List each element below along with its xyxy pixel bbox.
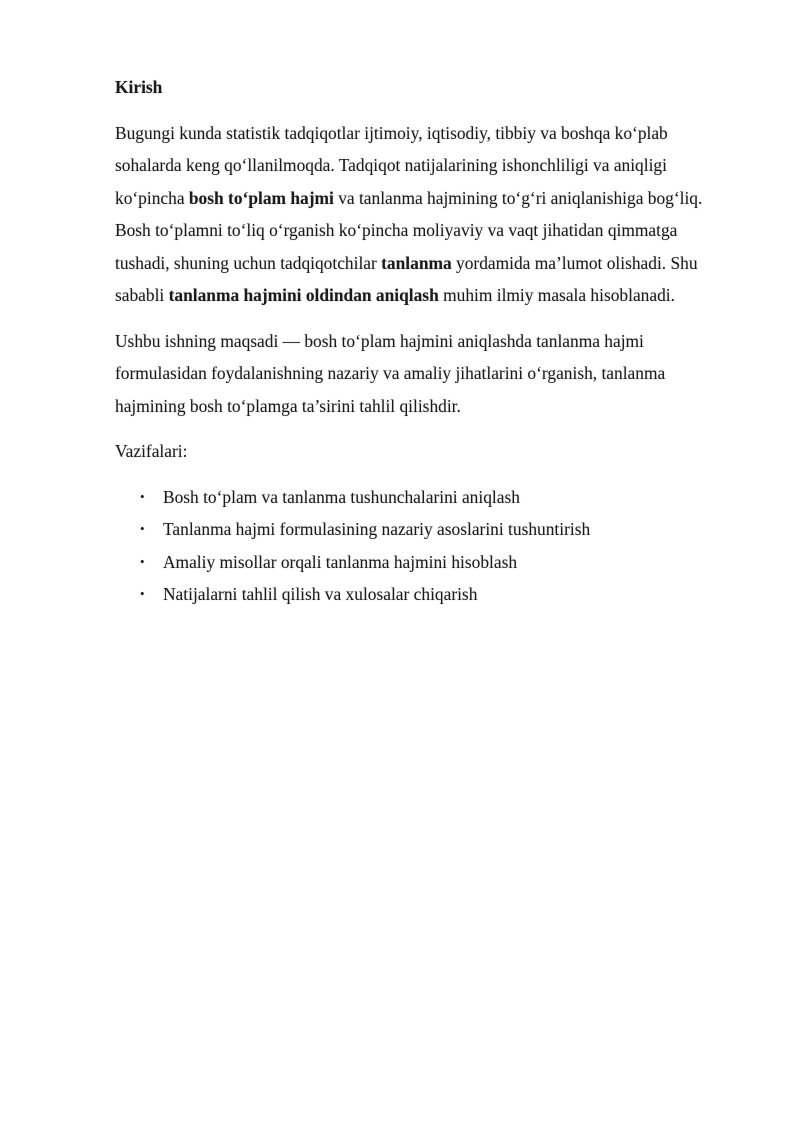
list-item xyxy=(115,546,735,579)
intro-text-2: va tanlanma hajmining to‘g‘ri aniqlanishiga bog‘liq. Bosh to‘plamni to‘liq o‘rganish ko‘pincha moliyaviy va vaqt jihatidan qimmatga tushadi, shuning uchun tadqiqotchilar xyxy=(115,187,703,273)
aim-paragraph: Ushbu ishning maqsadi — bosh to‘plam hajmini aniqlashda tanlanma hajmi formulasidan foydalanishning nazariy va amaliy jihatlarini o‘rganish, tanlanma hajmining bosh to‘plamga ta’sirini tahlil qilishdir. xyxy=(115,330,666,416)
task-text: Bosh to‘plam va tanlanma tushunchalarini aniqlash xyxy=(163,486,520,507)
list-item xyxy=(115,513,735,546)
intro-bold-1: bosh to‘plam hajmi xyxy=(188,187,334,208)
tasks-label: Vazifalari: xyxy=(115,441,188,461)
document-body xyxy=(115,71,735,611)
section-heading: Kirish xyxy=(115,77,163,97)
task-text: Tanlanma hajmi formulasining nazariy asoslarini tushuntirish xyxy=(163,519,591,539)
task-text: Natijalarni tahlil qilish va xulosalar chiqarish xyxy=(163,584,478,604)
bullet-icon: • xyxy=(140,521,145,536)
tasks-list xyxy=(115,481,735,611)
list-item xyxy=(115,481,735,514)
intro-text-1: Bugungi kunda statistik tadqiqotlar ijtimoiy, iqtisodiy, tibbiy va boshqa ko‘plab sohalarda keng qo‘llanilmoqda. Tadqiqot natijalarining ishonchliligi va aniqligi ko‘pincha xyxy=(115,122,668,208)
task-text: Amaliy misollar orqali tanlanma hajmini hisoblash xyxy=(163,551,518,572)
intro-text-4: muhim ilmiy masala hisoblanadi. xyxy=(438,285,675,305)
list-item xyxy=(115,578,735,611)
intro-text-3: yordamida ma’lumot olishadi. Shu sababli xyxy=(115,252,698,305)
intro-bold-3: tanlanma hajmini oldindan aniqlash xyxy=(168,285,439,305)
bullet-icon: • xyxy=(140,586,145,601)
intro-paragraph xyxy=(115,117,735,312)
bullet-icon: • xyxy=(140,553,145,569)
bullet-icon: • xyxy=(140,488,145,504)
intro-bold-2: tanlanma xyxy=(381,252,452,273)
